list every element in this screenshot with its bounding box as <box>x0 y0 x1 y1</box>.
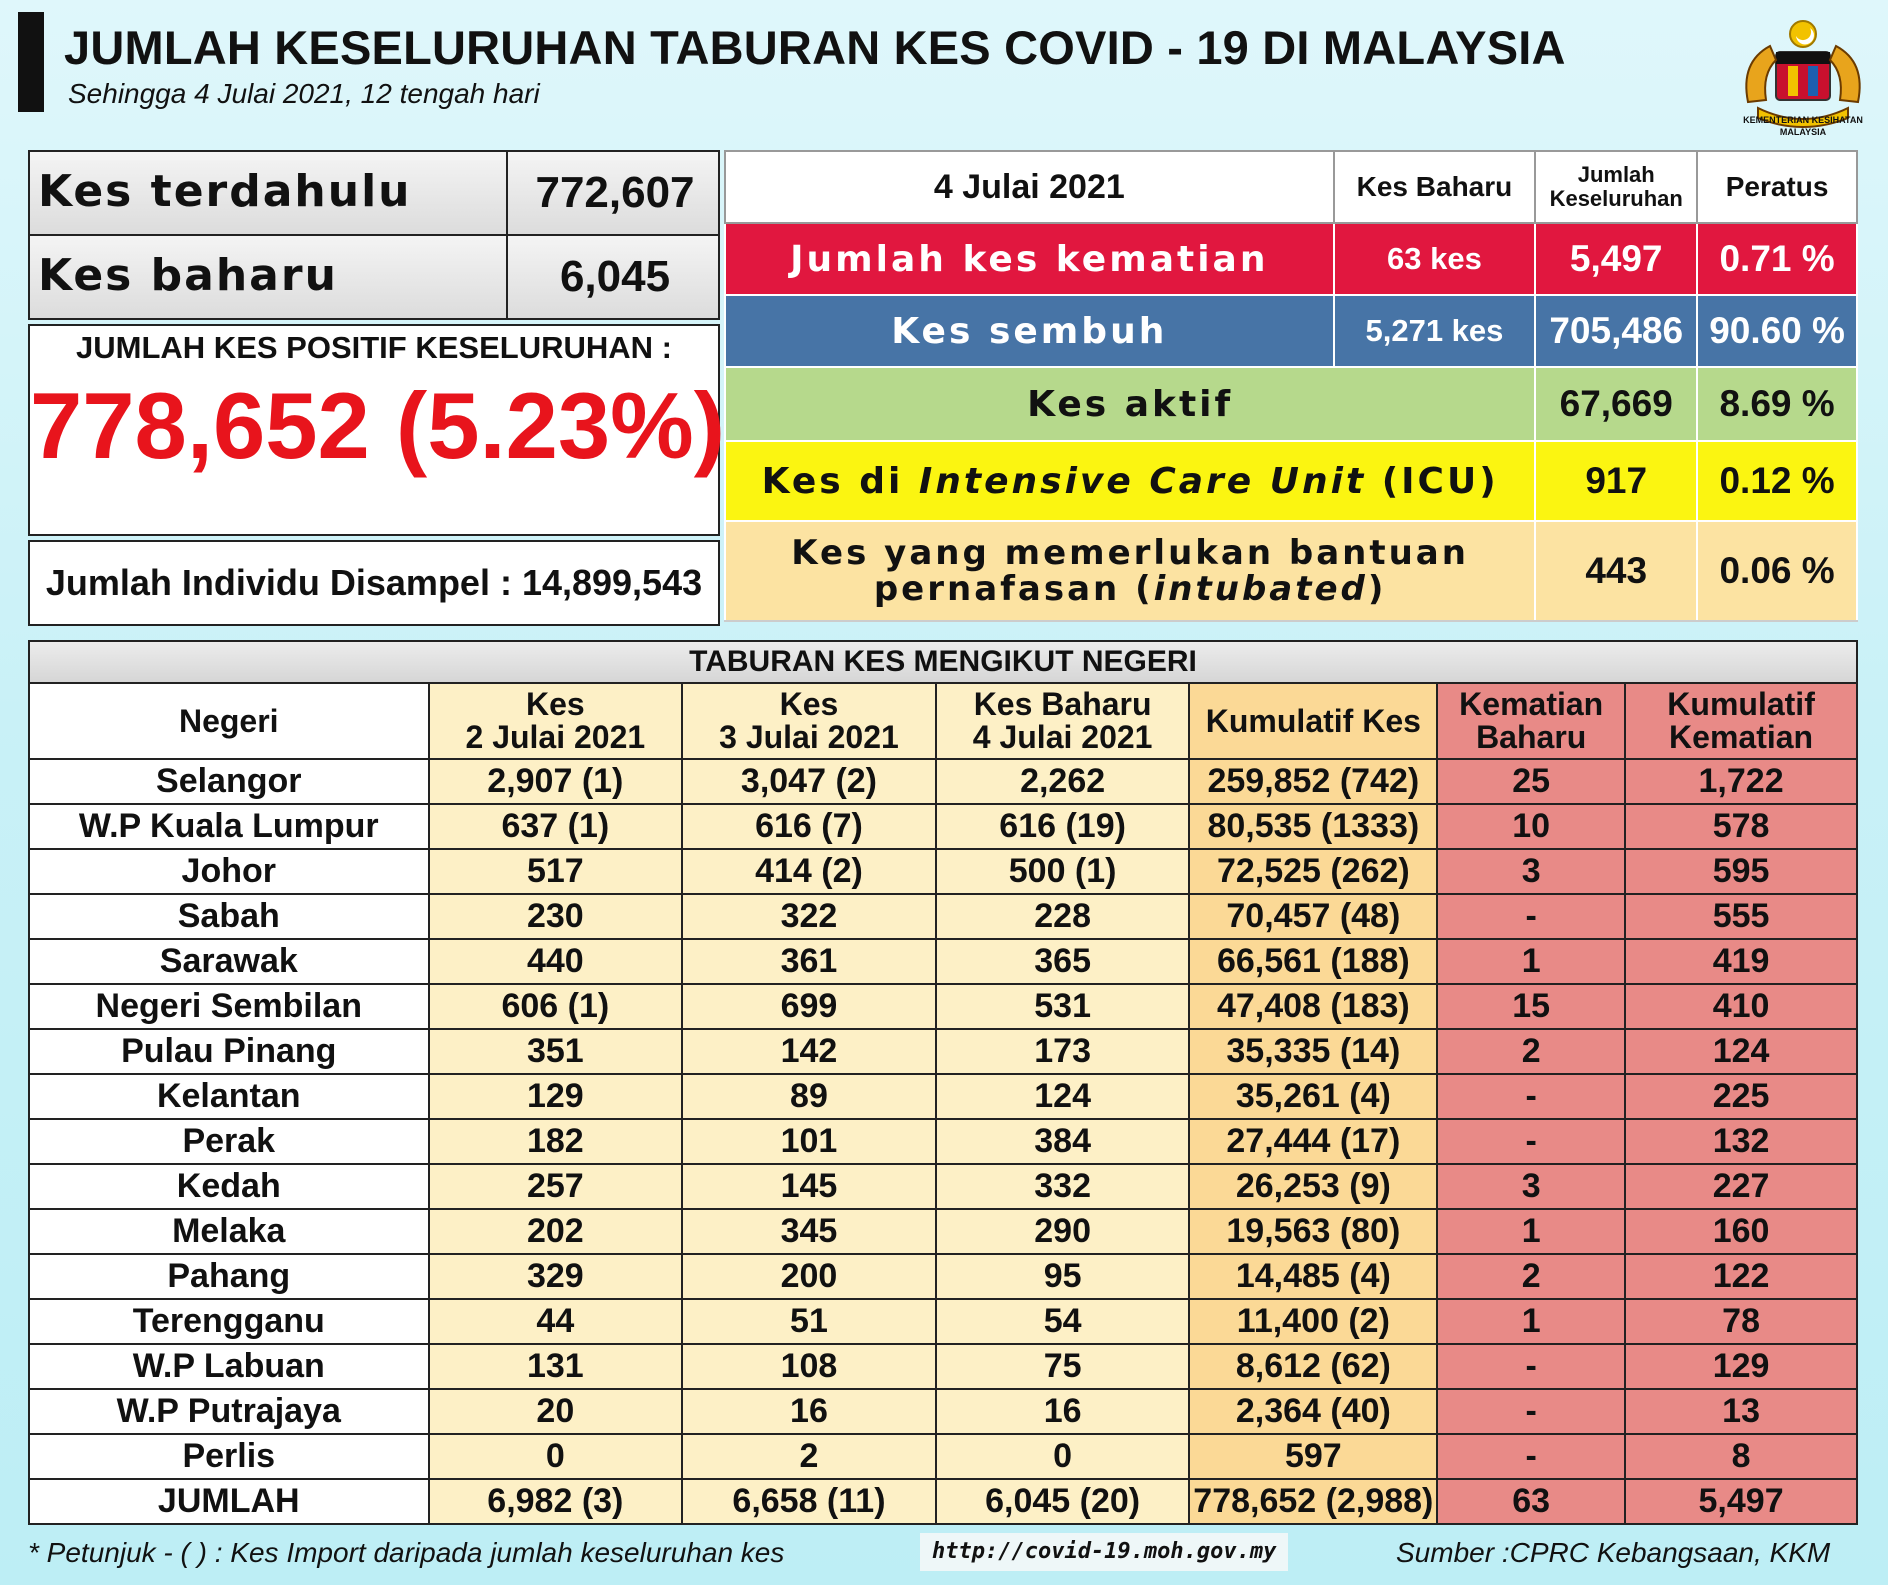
sembuh-jumlah: 705,486 <box>1535 295 1697 367</box>
status-table <box>724 150 1858 622</box>
cell-negeri: Pulau Pinang <box>29 1029 429 1074</box>
cell-kes-3-julai: 101 <box>682 1119 936 1164</box>
cell-kumulatif-kes: 35,261 (4) <box>1189 1074 1437 1119</box>
table-row <box>29 1074 1857 1119</box>
title-accent-bar <box>18 12 44 112</box>
cell-kematian-baharu: 1 <box>1437 1209 1625 1254</box>
cell-negeri: Perlis <box>29 1434 429 1479</box>
cell-kes-2-julai: 257 <box>429 1164 683 1209</box>
cell-kes-baharu-4-julai: 531 <box>936 984 1190 1029</box>
cell-negeri: Terengganu <box>29 1299 429 1344</box>
icu-label-post: (ICU) <box>1366 460 1499 502</box>
kes-baharu-value: 6,045 <box>506 236 722 318</box>
cell-kumulatif-kes: 66,561 (188) <box>1189 939 1437 984</box>
cell-negeri: Pahang <box>29 1254 429 1299</box>
cell-kes-2-julai: 606 (1) <box>429 984 683 1029</box>
cell-kes-2-julai: 0 <box>429 1434 683 1479</box>
cell-kes-baharu-4-julai: 54 <box>936 1299 1190 1344</box>
header-kes-3-julai <box>682 683 936 759</box>
cell-kes-2-julai: 517 <box>429 849 683 894</box>
cell-kes-3-julai: 322 <box>682 894 936 939</box>
cell-kes-baharu-4-julai: 384 <box>936 1119 1190 1164</box>
status-header-row <box>725 151 1857 223</box>
cell-kumulatif-kematian: 78 <box>1625 1299 1857 1344</box>
cell-kumulatif-kematian: 555 <box>1625 894 1857 939</box>
cell-kematian-baharu: 1 <box>1437 1299 1625 1344</box>
cell-kes-2-julai: 440 <box>429 939 683 984</box>
intubated-label-line2-pre: pernafasan ( <box>873 569 1154 609</box>
cell-negeri: W.P Labuan <box>29 1344 429 1389</box>
cell-kes-baharu-4-julai: 228 <box>936 894 1190 939</box>
cell-kes-baharu-4-julai: 332 <box>936 1164 1190 1209</box>
cell-kes-baharu-4-julai: 2,262 <box>936 759 1190 804</box>
icu-label <box>725 441 1535 521</box>
cell-kumulatif-kematian: 595 <box>1625 849 1857 894</box>
icu-label-pre: Kes di <box>761 460 919 502</box>
kes-terdahulu-value: 772,607 <box>506 152 722 234</box>
header-kes-baharu-4-julai <box>936 683 1190 759</box>
header-negeri <box>29 683 429 759</box>
header-kematian-baharu-line: Baharu <box>1476 719 1587 755</box>
cell-kes-2-julai: 6,982 (3) <box>429 1479 683 1524</box>
cell-kematian-baharu: - <box>1437 1074 1625 1119</box>
cell-kumulatif-kes: 19,563 (80) <box>1189 1209 1437 1254</box>
icu-jumlah: 917 <box>1535 441 1697 521</box>
cell-kes-2-julai: 2,907 (1) <box>429 759 683 804</box>
status-date: 4 Julai 2021 <box>725 151 1334 223</box>
footer-source: Sumber :CPRC Kebangsaan, KKM <box>1396 1537 1831 1568</box>
cell-kumulatif-kematian: 227 <box>1625 1164 1857 1209</box>
cell-kes-3-julai: 616 (7) <box>682 804 936 849</box>
cell-negeri: Selangor <box>29 759 429 804</box>
cell-kematian-baharu: 3 <box>1437 1164 1625 1209</box>
table-row <box>29 1164 1857 1209</box>
cell-negeri: Melaka <box>29 1209 429 1254</box>
cell-kematian-baharu: 2 <box>1437 1029 1625 1074</box>
icu-label-italic: Intensive Care Unit <box>918 460 1367 502</box>
header-kematian-baharu <box>1437 683 1625 759</box>
intubated-jumlah: 443 <box>1535 521 1697 621</box>
kes-terdahulu-label: Kes terdahulu <box>38 166 412 217</box>
header-kumulatif-kematian-line: Kumulatif <box>1667 686 1815 722</box>
negeri-table-header-row <box>29 683 1857 759</box>
cell-kumulatif-kes: 47,408 (183) <box>1189 984 1437 1029</box>
table-row <box>29 1434 1857 1479</box>
cell-negeri: Kedah <box>29 1164 429 1209</box>
status-col-jumlah-line2: Keseluruhan <box>1549 186 1683 211</box>
cell-kumulatif-kematian: 132 <box>1625 1119 1857 1164</box>
header-kes-3-julai-line: 3 Julai 2021 <box>719 719 899 755</box>
cell-kematian-baharu: - <box>1437 894 1625 939</box>
negeri-table-body <box>29 759 1857 1524</box>
sembuh-baharu: 5,271 kes <box>1334 295 1536 367</box>
cell-kumulatif-kematian: 13 <box>1625 1389 1857 1434</box>
total-positive-label: JUMLAH KES POSITIF KESELURUHAN : <box>76 330 672 365</box>
cell-kes-3-julai: 414 (2) <box>682 849 936 894</box>
cell-kumulatif-kes: 778,652 (2,988) <box>1189 1479 1437 1524</box>
cell-negeri: W.P Kuala Lumpur <box>29 804 429 849</box>
footer-note: * Petunjuk - ( ) : Kes Import daripada jumlah keseluruhan kes <box>28 1537 785 1568</box>
header-negeri-line: Negeri <box>178 702 279 739</box>
cell-kes-3-julai: 6,658 (11) <box>682 1479 936 1524</box>
cell-kumulatif-kematian: 124 <box>1625 1029 1857 1074</box>
sampled-text: Jumlah Individu Disampel : 14,899,543 <box>45 562 703 603</box>
cell-kes-2-julai: 129 <box>429 1074 683 1119</box>
cell-negeri: JUMLAH <box>29 1479 429 1524</box>
intubated-label-line2-post: ) <box>1367 569 1387 609</box>
header-kes-3-julai-line: Kes <box>779 686 839 722</box>
table-row <box>29 939 1857 984</box>
cell-kes-3-julai: 699 <box>682 984 936 1029</box>
cell-kumulatif-kematian: 410 <box>1625 984 1857 1029</box>
cell-kumulatif-kematian: 129 <box>1625 1344 1857 1389</box>
logo-caption <box>1718 114 1888 138</box>
cell-kes-3-julai: 2 <box>682 1434 936 1479</box>
cell-kematian-baharu: 15 <box>1437 984 1625 1029</box>
cell-kes-3-julai: 108 <box>682 1344 936 1389</box>
cell-kes-baharu-4-julai: 75 <box>936 1344 1190 1389</box>
total-positive-value: 778,652 (5.23%) <box>30 373 726 478</box>
header-kematian-baharu-line: Kematian <box>1459 686 1604 722</box>
status-col-jumlah <box>1535 151 1697 223</box>
cell-kes-baharu-4-julai: 290 <box>936 1209 1190 1254</box>
cell-kes-baharu-4-julai: 365 <box>936 939 1190 984</box>
table-row <box>29 759 1857 804</box>
cell-kumulatif-kematian: 419 <box>1625 939 1857 984</box>
page-subtitle: Sehingga 4 Julai 2021, 12 tengah hari <box>68 78 540 109</box>
cell-kumulatif-kematian: 122 <box>1625 1254 1857 1299</box>
cell-kematian-baharu: 25 <box>1437 759 1625 804</box>
cell-kematian-baharu: - <box>1437 1119 1625 1164</box>
kematian-label: Jumlah kes kematian <box>725 223 1334 295</box>
aktif-jumlah: 67,669 <box>1535 367 1697 441</box>
cell-kumulatif-kematian: 225 <box>1625 1074 1857 1119</box>
cell-kes-2-julai: 202 <box>429 1209 683 1254</box>
kematian-peratus: 0.71 % <box>1697 223 1857 295</box>
logo-caption-line-1: KEMENTERIAN KESIHATAN <box>1743 115 1863 125</box>
sembuh-label: Kes sembuh <box>725 295 1334 367</box>
cell-negeri: Negeri Sembilan <box>29 984 429 1029</box>
kes-terdahulu-row <box>28 150 720 236</box>
cell-kematian-baharu: 10 <box>1437 804 1625 849</box>
cell-negeri: Perak <box>29 1119 429 1164</box>
cell-kumulatif-kes: 2,364 (40) <box>1189 1389 1437 1434</box>
cell-kematian-baharu: 1 <box>1437 939 1625 984</box>
cell-kes-baharu-4-julai: 173 <box>936 1029 1190 1074</box>
intubated-label <box>725 521 1535 621</box>
cell-kumulatif-kes: 11,400 (2) <box>1189 1299 1437 1344</box>
cell-kumulatif-kes: 8,612 (62) <box>1189 1344 1437 1389</box>
status-row-aktif <box>725 367 1857 441</box>
intubated-peratus: 0.06 % <box>1697 521 1857 621</box>
cell-kematian-baharu: - <box>1437 1389 1625 1434</box>
header-kumulatif-kematian <box>1625 683 1857 759</box>
icu-peratus: 0.12 % <box>1697 441 1857 521</box>
status-row-intubated <box>725 521 1857 621</box>
status-row-sembuh <box>725 295 1857 367</box>
kes-baharu-row <box>28 234 720 320</box>
negeri-table <box>28 640 1858 1525</box>
cell-kumulatif-kematian: 1,722 <box>1625 759 1857 804</box>
cell-kes-3-julai: 145 <box>682 1164 936 1209</box>
cell-kes-baharu-4-julai: 500 (1) <box>936 849 1190 894</box>
table-row <box>29 1389 1857 1434</box>
cell-kumulatif-kes: 259,852 (742) <box>1189 759 1437 804</box>
kes-baharu-label: Kes baharu <box>38 250 338 301</box>
cell-kes-2-julai: 637 (1) <box>429 804 683 849</box>
intubated-label-line1: Kes yang memerlukan bantuan <box>791 533 1469 573</box>
negeri-table-caption: TABURAN KES MENGIKUT NEGERI <box>29 641 1857 683</box>
total-positive-box <box>28 324 726 536</box>
cell-kes-3-julai: 16 <box>682 1389 936 1434</box>
status-row-icu <box>725 441 1857 521</box>
cell-kumulatif-kes: 597 <box>1189 1434 1437 1479</box>
table-row <box>29 1029 1857 1074</box>
sembuh-peratus: 90.60 % <box>1697 295 1857 367</box>
cell-negeri: W.P Putrajaya <box>29 1389 429 1434</box>
page-title: JUMLAH KESELURUHAN TABURAN KES COVID - 19 DI MALAYSIA <box>64 21 1566 74</box>
cell-kes-baharu-4-julai: 6,045 (20) <box>936 1479 1190 1524</box>
aktif-peratus: 8.69 % <box>1697 367 1857 441</box>
cell-kes-3-julai: 345 <box>682 1209 936 1254</box>
table-row <box>29 1209 1857 1254</box>
logo-caption-line-2: MALAYSIA <box>1779 127 1827 137</box>
cell-kes-3-julai: 3,047 (2) <box>682 759 936 804</box>
header-kes-baharu-4-julai-line: 4 Julai 2021 <box>972 719 1153 755</box>
table-row <box>29 1299 1857 1344</box>
cell-kumulatif-kematian: 5,497 <box>1625 1479 1857 1524</box>
cell-kumulatif-kes: 72,525 (262) <box>1189 849 1437 894</box>
status-col-jumlah-line1: Jumlah <box>1577 162 1655 187</box>
cell-kes-3-julai: 89 <box>682 1074 936 1119</box>
header-kumulatif-kes <box>1189 683 1437 759</box>
cell-kes-baharu-4-julai: 95 <box>936 1254 1190 1299</box>
cell-kes-2-julai: 20 <box>429 1389 683 1434</box>
header-kes-2-julai <box>429 683 683 759</box>
cell-kes-baharu-4-julai: 124 <box>936 1074 1190 1119</box>
cell-kes-2-julai: 329 <box>429 1254 683 1299</box>
cell-kes-2-julai: 131 <box>429 1344 683 1389</box>
status-col-kes-baharu: Kes Baharu <box>1334 151 1536 223</box>
sampled-box <box>28 540 720 626</box>
table-row <box>29 1344 1857 1389</box>
cell-kematian-baharu: 63 <box>1437 1479 1625 1524</box>
cell-kes-2-julai: 182 <box>429 1119 683 1164</box>
cell-kes-2-julai: 44 <box>429 1299 683 1344</box>
cell-kumulatif-kes: 80,535 (1333) <box>1189 804 1437 849</box>
header-kes-2-julai-line: 2 Julai 2021 <box>465 719 646 755</box>
cell-kumulatif-kematian: 578 <box>1625 804 1857 849</box>
intubated-label-line2 <box>726 571 1534 607</box>
cell-kematian-baharu: - <box>1437 1434 1625 1479</box>
status-row-kematian <box>725 223 1857 295</box>
cell-kumulatif-kematian: 8 <box>1625 1434 1857 1479</box>
cell-negeri: Johor <box>29 849 429 894</box>
cell-kes-3-julai: 142 <box>682 1029 936 1074</box>
header-kes-baharu-4-julai-line: Kes Baharu <box>973 686 1152 722</box>
cell-negeri: Sarawak <box>29 939 429 984</box>
kematian-baharu: 63 kes <box>1334 223 1536 295</box>
aktif-label: Kes aktif <box>725 367 1535 441</box>
kematian-jumlah: 5,497 <box>1535 223 1697 295</box>
cell-kumulatif-kematian: 160 <box>1625 1209 1857 1254</box>
cell-kes-3-julai: 361 <box>682 939 936 984</box>
cell-kematian-baharu: 2 <box>1437 1254 1625 1299</box>
header-kumulatif-kes-line: Kumulatif Kes <box>1205 702 1421 739</box>
cell-kes-2-julai: 351 <box>429 1029 683 1074</box>
table-row <box>29 984 1857 1029</box>
footer-url-link[interactable]: http://covid-19.moh.gov.my <box>920 1533 1288 1571</box>
table-total-row <box>29 1479 1857 1524</box>
cell-kes-2-julai: 230 <box>429 894 683 939</box>
cell-kes-baharu-4-julai: 0 <box>936 1434 1190 1479</box>
table-row <box>29 804 1857 849</box>
intubated-label-line2-italic: intubated <box>1153 569 1368 609</box>
cell-negeri: Kelantan <box>29 1074 429 1119</box>
cell-kumulatif-kes: 14,485 (4) <box>1189 1254 1437 1299</box>
table-row <box>29 1119 1857 1164</box>
table-row <box>29 1254 1857 1299</box>
cell-kumulatif-kes: 35,335 (14) <box>1189 1029 1437 1074</box>
header-kumulatif-kematian-line: Kematian <box>1669 719 1814 755</box>
cell-negeri: Sabah <box>29 894 429 939</box>
cell-kes-baharu-4-julai: 16 <box>936 1389 1190 1434</box>
cell-kes-baharu-4-julai: 616 (19) <box>936 804 1190 849</box>
status-col-peratus: Peratus <box>1697 151 1857 223</box>
cell-kumulatif-kes: 27,444 (17) <box>1189 1119 1437 1164</box>
cell-kes-3-julai: 51 <box>682 1299 936 1344</box>
table-row <box>29 894 1857 939</box>
header-kes-2-julai-line: Kes <box>525 686 585 722</box>
cell-kumulatif-kes: 70,457 (48) <box>1189 894 1437 939</box>
cell-kematian-baharu: 3 <box>1437 849 1625 894</box>
cell-kematian-baharu: - <box>1437 1344 1625 1389</box>
cell-kumulatif-kes: 26,253 (9) <box>1189 1164 1437 1209</box>
table-row <box>29 849 1857 894</box>
cell-kes-3-julai: 200 <box>682 1254 936 1299</box>
negeri-table-caption-row <box>29 641 1857 683</box>
